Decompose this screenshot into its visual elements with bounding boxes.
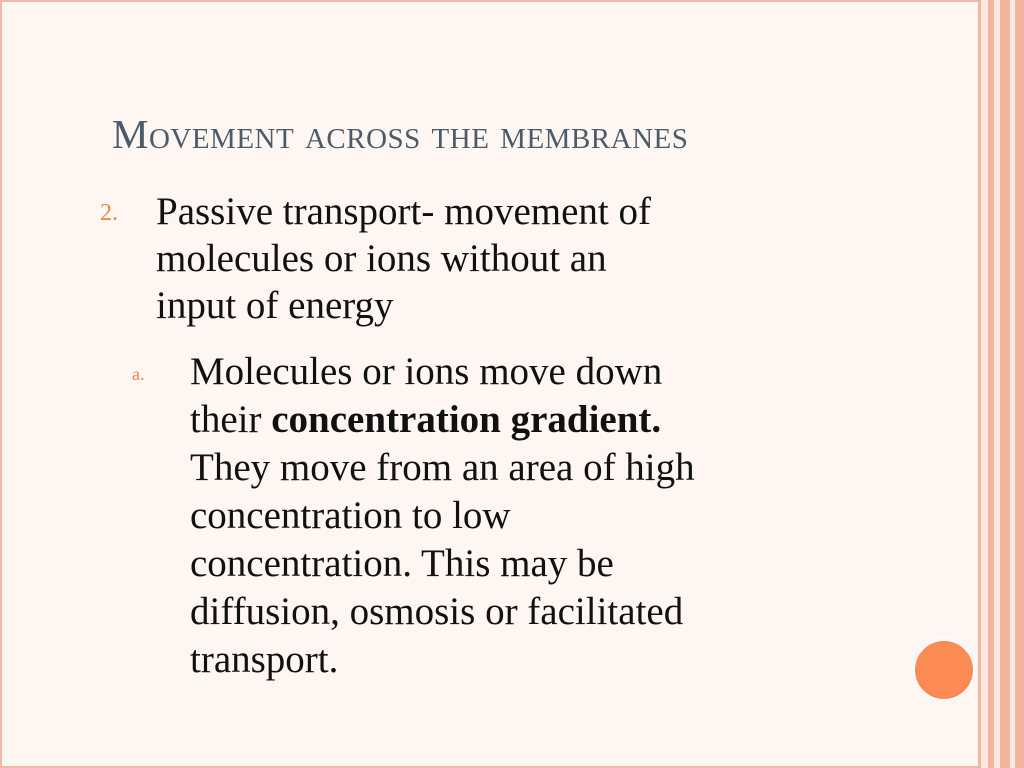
decorative-stripe (981, 0, 988, 768)
slide-title: Movement across the membranes (112, 111, 689, 157)
sub-bullet-line: They move from an area of high (190, 446, 695, 489)
bullet-line: Passive transport- movement of (156, 190, 651, 233)
sub-bullet-line: concentration to low (190, 494, 511, 537)
frame-left-border (0, 0, 2, 768)
decorative-stripe (1000, 0, 1010, 768)
sub-bullet-line: diffusion, osmosis or facilitated (190, 590, 684, 633)
bullet-line: molecules or ions without an (156, 237, 607, 280)
sub-bullet-marker: a. (132, 364, 145, 384)
bullet-line: input of energy (156, 284, 394, 327)
sub-bullet-line: Molecules or ions move down (190, 350, 663, 393)
decorative-circle (913, 639, 975, 701)
frame-top-border (0, 0, 1024, 2)
sub-bullet-line-prefix: their (190, 398, 272, 441)
sub-bullet-line (190, 396, 890, 444)
sub-bullet-line: concentration. This may be (190, 542, 614, 585)
decorative-stripe (1015, 0, 1024, 768)
bullet-marker: 2. (100, 200, 118, 226)
sub-bullet-text (190, 348, 890, 684)
sub-bullet-line: transport. (190, 638, 339, 681)
key-term: concentration gradient. (271, 398, 662, 441)
bullet-text (156, 188, 856, 329)
